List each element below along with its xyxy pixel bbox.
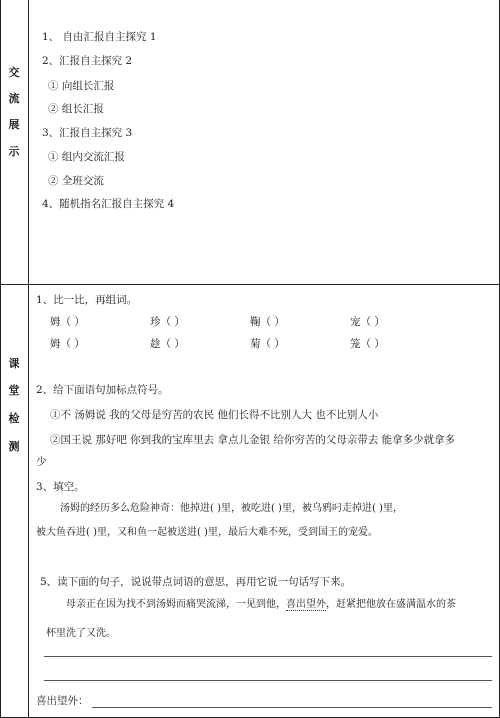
question-5-title: 5、读下面的句子，说说带点词语的意思，再用它说一句话写下来。 <box>40 576 352 588</box>
side-label-exchange-2: 流 <box>8 92 20 105</box>
exchange-line-8: 4、随机指名汇报自主探究 4 <box>42 198 175 210</box>
side-label-test-4: 测 <box>8 440 20 453</box>
q1-row1-item3: 鞠（ ） <box>250 316 285 328</box>
answer-line-3[interactable] <box>92 707 492 708</box>
answer-line-1[interactable] <box>44 656 492 657</box>
answer-line-2[interactable] <box>44 680 492 681</box>
side-label-exchange-4: 示 <box>8 145 20 158</box>
answer-label: 喜出望外： <box>36 695 89 707</box>
question-3-title: 3、填空。 <box>36 481 85 493</box>
q3-line-1: 汤姆的经历多么危险神奇：他掉进( )里，被吃进( )里，被乌鸦叼走掉进( )里， <box>60 503 403 514</box>
q5-dotted-phrase: 喜出望外 <box>286 599 326 610</box>
q2-sentence-2-cont: 少 <box>36 456 47 468</box>
q2-sentence-1: ①不 汤姆说 我的父母是穷苦的农民 他们长得不比别人大 也不比别人小 <box>50 409 379 421</box>
side-label-test-3: 检 <box>8 412 20 425</box>
q1-row2-item1: 姆（ ） <box>50 338 85 350</box>
exchange-line-1: 1、 自由汇报自主探究 1 <box>42 31 157 43</box>
q1-row1-item1: 姆（ ） <box>50 316 85 328</box>
table-side-divider <box>28 0 29 718</box>
exchange-line-6: ① 组内交流汇报 <box>48 151 125 163</box>
q2-sentence-2: ②国王说 那好吧 你到我的宝库里去 拿点儿金银 给你穷苦的父母亲带去 能拿多少就拿多 <box>50 434 456 446</box>
side-label-exchange-1: 交 <box>8 66 20 79</box>
q1-row2-item4: 笼（ ） <box>350 338 385 350</box>
exchange-line-5: 3、汇报自主探究 3 <box>42 127 133 139</box>
q5-sentence-line-2: 杯里洗了又洗。 <box>46 628 116 639</box>
side-label-exchange-3: 展 <box>8 118 20 131</box>
exchange-line-2: 2、汇报自主探究 2 <box>42 55 133 67</box>
q5-sentence-line-1 <box>66 598 456 612</box>
q5-sentence-post: ，赶紧把他放在盛满温水的茶 <box>326 599 456 610</box>
q5-sentence-pre: 母亲正在因为找不到汤姆而痛哭流涕，一见到他， <box>66 599 286 610</box>
side-label-test-1: 课 <box>8 357 20 370</box>
q1-row1-item4: 宠（ ） <box>350 316 385 328</box>
q1-row2-item2: 趁（ ） <box>150 338 185 350</box>
question-2-title: 2、给下面语句加标点符号。 <box>36 384 169 396</box>
side-label-test-2: 堂 <box>8 384 20 397</box>
exchange-line-3: ① 向组长汇报 <box>48 80 115 92</box>
exchange-line-4: ② 组长汇报 <box>48 103 104 115</box>
q1-row1-item2: 珍（ ） <box>150 316 185 328</box>
q3-line-2: 被大鱼吞进( )里，又和鱼一起被送进( )里，最后大难不死，受到国王的宠爱。 <box>36 527 378 538</box>
question-1-title: 1、比一比，再组词。 <box>36 294 138 306</box>
q1-row2-item3: 菊（ ） <box>250 338 285 350</box>
section-divider <box>0 284 500 285</box>
exchange-line-7: ② 全班交流 <box>48 175 104 187</box>
